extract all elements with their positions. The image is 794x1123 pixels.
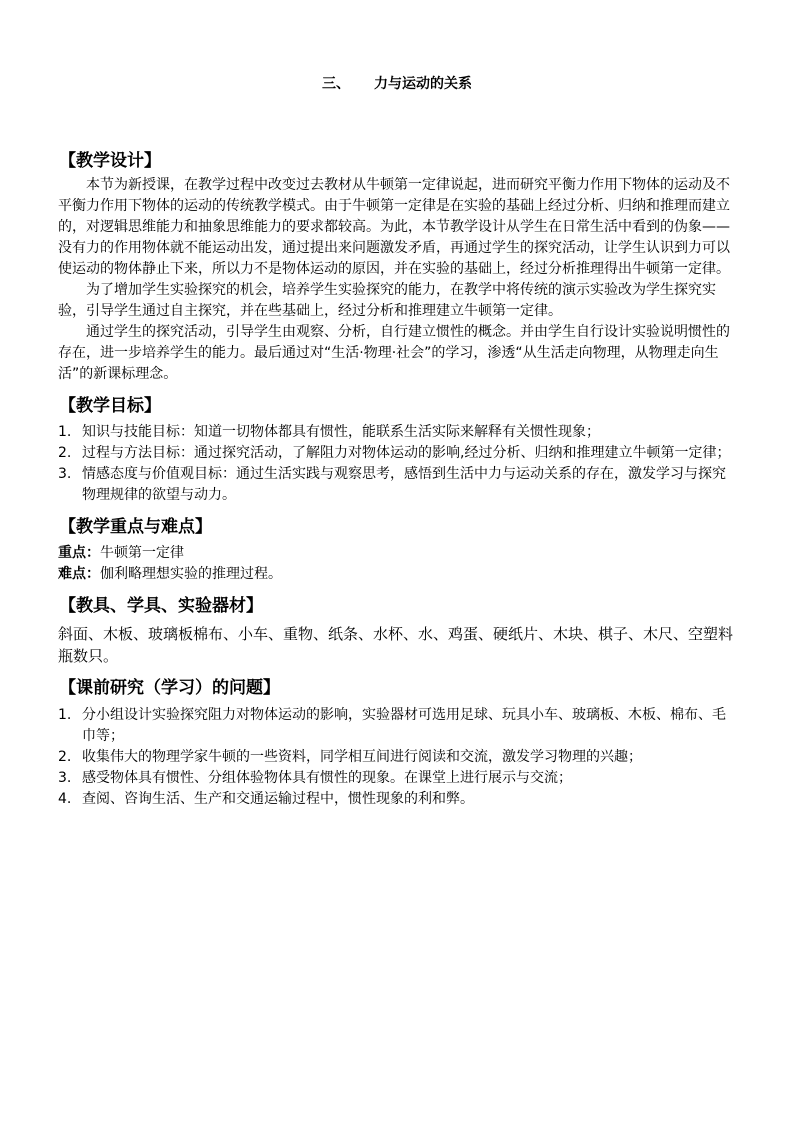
difficult-point: 难点：伽利略理想实验的推理过程。 xyxy=(58,566,282,582)
paragraph: 通过学生的探究活动，引导学生由观察、分析，自行建立惯性的概念。并由学生自行设计实验说明惯性的存在，进一步培养学生的能力。最后通过对“生活·物理·社会”的学习，渗透“从生活走向物理，从物理走向生活”的新课标理念。 xyxy=(58,324,730,382)
section-heading: 【课前研究（学习）的问题】 xyxy=(59,678,280,698)
paragraph: 为了增加学生实验探究的机会，培养学生实验探究的能力，在教学中将传统的演示实验改为学生探究实验，引导学生通过自主探究，并在些基础上，经过分析和推理建立牛顿第一定律。 xyxy=(58,282,716,319)
section-heading: 【教学设计】 xyxy=(59,151,161,171)
list-item: 3. 感受物体具有惯性、分组体验物体具有惯性的现象。在课堂上进行展示与交流； xyxy=(58,770,572,786)
list-item: 4. 查阅、咨询生活、生产和交通运输过程中，惯性现象的利和弊。 xyxy=(58,791,474,807)
lesson-title xyxy=(0,74,794,94)
list-item: 3. 情感态度与价值观目标：通过生活实践与观察思考，感悟到生活中力与运动关系的存在，激发学习与探究物理规律的欲望与动力。 xyxy=(58,466,726,503)
list-item: 2. 收集伟大的物理学家牛顿的一些资料，同学相互间进行阅读和交流，激发学习物理的兴趣； xyxy=(58,749,642,765)
key-point: 重点：牛顿第一定律 xyxy=(58,545,184,561)
section-heading: 【教学重点与难点】 xyxy=(59,517,212,537)
list-item: 1. 知识与技能目标：知道一切物体都具有惯性，能联系生活实际来解释有关惯性现象； xyxy=(58,424,600,440)
lesson-title-text: 力与运动的关系 xyxy=(374,76,472,92)
section-key-points xyxy=(58,516,738,585)
paragraph: 本节为新授课，在教学过程中改变过去教材从牛顿第一定律说起，进而研究平衡力作用下物体的运动及不平衡力作用下物体的运动的传统教学模式。由于牛顿第一定律是在实验的基础上经过分析、归纳和推理而建立的，对逻辑思维能力和抽象思维能力的要求都较高。为此，本节教学设计从学生在日常生活中看到的伪象——没有力的作用物体就不能运动出发，通过提出来问题激发矛盾，再通过学生的探究活动，让学生认识到力可以使运动的物体静止下来，所以力不是物体运动的原因，并在实验的基础上，经过分析推理得出牛顿第一定律。 xyxy=(58,177,730,277)
materials-text: 斜面、木板、玻璃板棉布、小车、重物、纸条、水杯、水、鸡蛋、硬纸片、木块、棋子、木尺、空塑料瓶数只。 xyxy=(58,625,734,665)
section-materials xyxy=(58,595,738,667)
section-heading: 【教具、学具、实验器材】 xyxy=(59,596,263,616)
list-item: 1. 分小组设计实验探究阻力对物体运动的影响，实验器材可选用足球、玩具小车、玻璃板、木板、棉布、毛巾等； xyxy=(58,707,726,744)
section-teaching-design xyxy=(58,150,738,385)
section-preview-questions xyxy=(58,677,738,810)
section-teaching-goals xyxy=(58,395,738,506)
lesson-number: 三、 xyxy=(322,76,350,92)
list-item: 2. 过程与方法目标：通过探究活动，了解阻力对物体运动的影响,经过分析、归纳和推理建立牛顿第一定律； xyxy=(58,445,731,461)
section-heading: 【教学目标】 xyxy=(59,396,161,416)
document-body xyxy=(58,150,738,810)
preview-list xyxy=(58,705,738,810)
goals-list xyxy=(58,422,738,506)
